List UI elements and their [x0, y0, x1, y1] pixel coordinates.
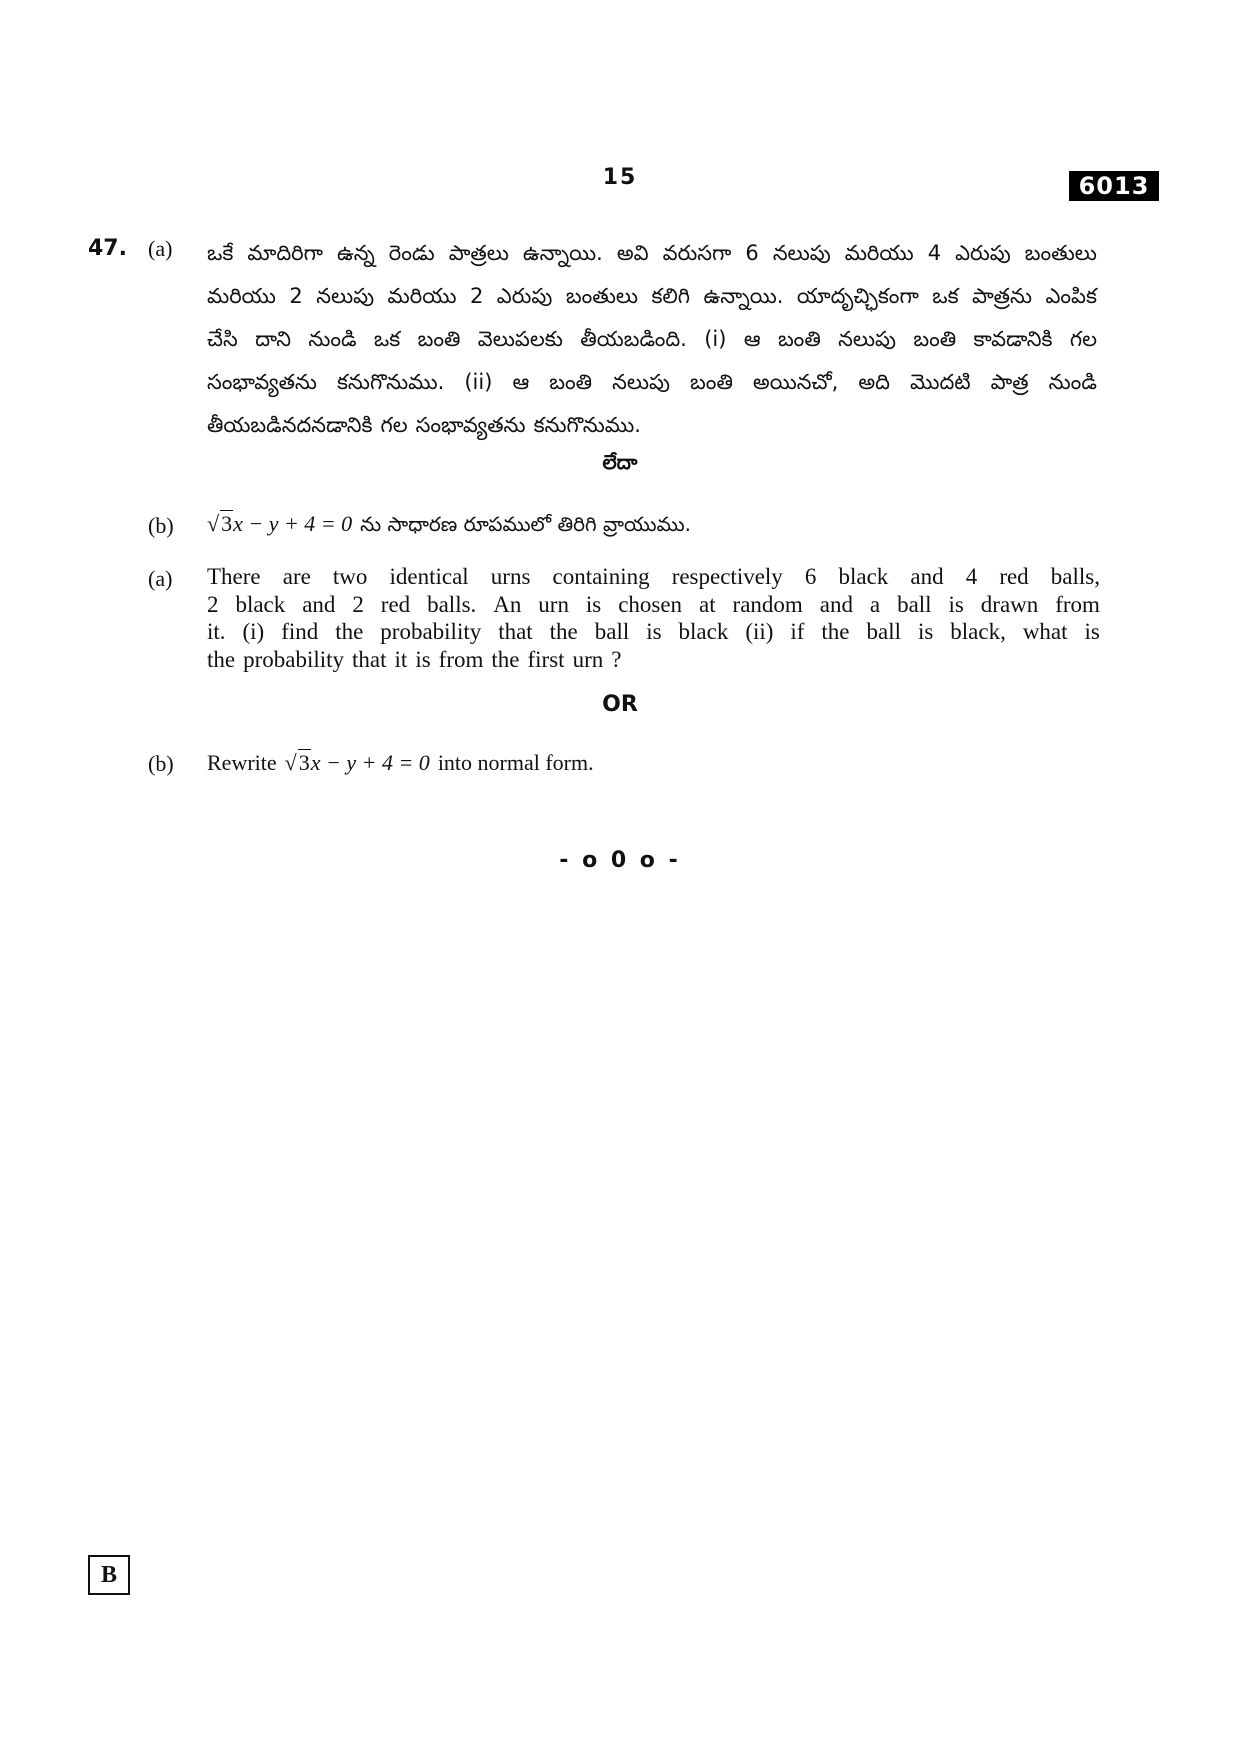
word: the [491, 646, 520, 672]
word: is [948, 591, 964, 617]
word: it. [207, 619, 226, 644]
word: నలుపు [316, 284, 375, 308]
paragraph-line [207, 232, 1097, 275]
word: the [821, 619, 850, 644]
word: red [380, 591, 411, 617]
word: (i) [704, 327, 727, 351]
question-number: 47. [88, 236, 127, 261]
word: first [527, 646, 565, 672]
word: అవి [616, 241, 649, 265]
word: probability [243, 646, 345, 672]
word: are [282, 564, 311, 589]
word: 6 [745, 241, 759, 265]
word: బంతి [913, 327, 957, 351]
english-part-a-label: (a) [148, 566, 173, 591]
word: and [302, 591, 336, 617]
word: balls. [427, 591, 477, 617]
word: (ii) [464, 370, 493, 394]
word: identical [389, 564, 469, 589]
word: it [394, 646, 408, 672]
word: the [549, 619, 578, 644]
word: 4 [965, 564, 978, 589]
word: అది [858, 370, 890, 394]
question-set-badge: B [88, 1555, 130, 1595]
word: 2 [289, 284, 303, 308]
word: respectively [671, 564, 783, 589]
word: పాత్రను [972, 284, 1033, 308]
word: and [910, 564, 944, 589]
equation-radicand: 3 [221, 511, 233, 536]
word: that [352, 646, 387, 672]
telugu-part-a-text [207, 232, 1097, 447]
word: urn [538, 591, 569, 617]
word: at [699, 591, 716, 617]
telugu-part-b-label: (b) [148, 513, 174, 538]
english-part-b-text [207, 749, 594, 776]
word: ఒక [373, 327, 401, 351]
word: బంతులు [565, 284, 638, 308]
paragraph-line [207, 318, 1097, 361]
word: ఆ [743, 327, 761, 351]
word: నలుపు [838, 327, 896, 351]
word: మరియు [387, 284, 457, 308]
word: రెండు [388, 241, 435, 265]
word: urn [572, 646, 604, 672]
word: కావడానికి [973, 327, 1053, 351]
word: నుండి [308, 327, 357, 351]
word: నలుపు [612, 370, 670, 394]
word: is [1084, 619, 1100, 644]
end-of-paper-mark: - o 0 o - [559, 848, 681, 873]
word: 2 [352, 591, 364, 617]
word: what [1022, 619, 1068, 644]
word: if [790, 619, 805, 644]
word: urns [490, 564, 531, 589]
word: వరుసగా [662, 241, 732, 265]
equation-en-rest: x − y + 4 = 0 [310, 750, 430, 775]
word: An [493, 591, 522, 617]
word: యాదృచ్ఛికంగా [796, 284, 919, 308]
word: is [415, 646, 431, 672]
word: ఆ [512, 370, 530, 394]
word: పాత్రలు [448, 241, 509, 265]
word: ఉన్నాయి. [522, 241, 603, 265]
paper-code-badge: 6013 [1069, 171, 1159, 201]
english-part-b-label: (b) [148, 751, 174, 776]
word: a [869, 591, 881, 617]
word: గల [1069, 327, 1097, 351]
word: గల [380, 413, 408, 437]
paragraph-line [207, 591, 1100, 619]
word: (ii) [745, 619, 774, 644]
word: బంతి [777, 327, 821, 351]
english-part-b-suffix: into normal form. [437, 750, 594, 775]
word: మరియు [844, 241, 914, 265]
word: ఎరుపు [955, 241, 1011, 265]
word: తీయబడింది. [580, 327, 687, 351]
word: నలుపు [772, 241, 831, 265]
word: There [207, 564, 261, 589]
word: చేసి [207, 327, 238, 351]
word: బంతి [549, 370, 593, 394]
word: two [332, 564, 368, 589]
word: is [585, 591, 602, 617]
word: 2 [469, 284, 484, 308]
word: black [678, 619, 729, 644]
word: chosen [618, 591, 683, 617]
word: సంభావ్యతను [207, 370, 317, 394]
paragraph-line [207, 404, 1097, 447]
word: red [999, 564, 1029, 589]
word: is [917, 619, 934, 644]
word: నుండి [1048, 370, 1097, 394]
word: black [235, 591, 286, 617]
word: కనుగొనుము. [336, 370, 445, 394]
equation: √3x − y + 4 = 0 [207, 511, 353, 536]
page-number: 15 [602, 165, 638, 190]
word: find [281, 619, 319, 644]
telugu-part-b-instruction: ను సాధారణ రూపములో తిరిగి వ్రాయుము. [360, 512, 692, 536]
word: ఎరుపు [496, 284, 553, 308]
word: మరియు [207, 284, 276, 308]
word: మొదటి [910, 370, 971, 394]
telugu-part-a-label: (a) [148, 236, 173, 261]
word: drawn [980, 591, 1039, 617]
word: ? [611, 646, 622, 672]
word: ఒకే [207, 241, 234, 265]
equation-en-radicand: 3 [298, 750, 310, 775]
word: ball [594, 619, 630, 644]
word: from [438, 646, 484, 672]
word: బంతులు [1024, 241, 1097, 265]
word: random [732, 591, 803, 617]
word: ball [866, 619, 901, 644]
word: దాని [255, 327, 291, 351]
word: 4 [927, 241, 942, 265]
word: ఉన్న [336, 241, 375, 265]
paragraph-line [207, 618, 1100, 646]
word: probability [380, 619, 482, 644]
word: black [838, 564, 889, 589]
word: the [207, 646, 236, 672]
word: మాదిరిగా [247, 241, 323, 265]
word: ఎంపిక [1045, 284, 1097, 308]
english-part-b-prefix: Rewrite [207, 750, 277, 775]
word: వెలుపలకు [477, 327, 563, 351]
word: 6 [804, 564, 817, 589]
word: బంతి [690, 370, 733, 394]
paragraph-line [207, 275, 1097, 318]
word: from [1055, 591, 1100, 617]
word: containing [552, 564, 650, 589]
paragraph-line [207, 563, 1100, 591]
english-or-separator: OR [602, 692, 638, 717]
word: కనుగొనుము. [533, 413, 641, 437]
word: బంతి [417, 327, 461, 351]
word: and [819, 591, 853, 617]
word: balls, [1050, 564, 1100, 589]
word: black, [950, 619, 1006, 644]
paragraph-line [207, 646, 1100, 674]
word: సంభావ్యతను [415, 413, 526, 437]
equation-rest: x − y + 4 = 0 [233, 511, 353, 536]
paragraph-line [207, 361, 1097, 404]
word: ఒక [932, 284, 959, 308]
word: that [498, 619, 533, 644]
word: ఉన్నాయి. [703, 284, 784, 308]
word: is [646, 619, 662, 644]
word: తీయబడినదనడానికి [207, 413, 373, 437]
word: the [335, 619, 364, 644]
telugu-or-separator: లేదా [602, 450, 638, 474]
equation-en: √3x − y + 4 = 0 [284, 750, 430, 775]
word: 2 [207, 591, 219, 617]
word: (i) [242, 619, 265, 644]
telugu-part-b-text [207, 510, 691, 541]
word: పాత్ర [990, 370, 1029, 394]
word: అయినచో, [752, 370, 839, 394]
english-part-a-text [207, 563, 1100, 673]
word: ball [897, 591, 932, 617]
word: కలిగి [651, 284, 691, 308]
